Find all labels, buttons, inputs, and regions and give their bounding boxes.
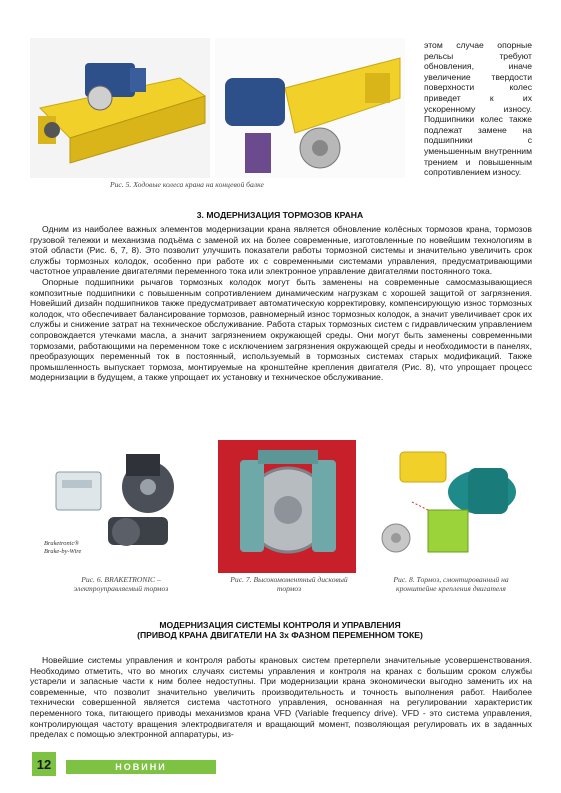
footer-section-banner xyxy=(66,760,216,774)
section-3-paragraph-1: Одним из наиболее важных элементов модернизации крана является обновление колёсных тормозов крана, тормозов грузовой тележки и механизма подъёма с заменой их на более современные, изготовленные по новейшим технологиям в этой области (Рис. 6, 7, 8). Это позволит улучшить показатели работы тормозной системы и значительно увеличить срок службы тормозных колодок, особенно при работе их с современными системами управления, предусматривающими частотное управление двигателями переменного тока или электронное управление двигателями постоянного тока. xyxy=(30,224,532,277)
fig8-image xyxy=(372,440,526,570)
fig5-image-right xyxy=(215,38,405,178)
fig6-product-label-line-2: Brake-by-Wire xyxy=(44,548,82,555)
fig6-product-label xyxy=(44,540,114,556)
section-4-heading-line-1: МОДЕРНИЗАЦИЯ СИСТЕМЫ КОНТРОЛЯ И УПРАВЛЕНИЯ xyxy=(159,620,401,630)
section-4-body xyxy=(30,655,532,740)
fig7-caption: Рис. 7. Высокомоментный дисковый тормоз xyxy=(230,575,348,594)
section-4-heading xyxy=(30,620,530,641)
section-3-paragraph-2: Опорные подшипники рычагов тормозных колодок могут быть заменены на современные самосмазывающиеся композитные подшипники с повышенным сопротивлением динамическим нагрузкам с хорошей защитой от загрязнения. Новейший дизайн подшипников также предусматривает автоматическую корректировку, компенсирующую износ тормозных колодок, что обеспечивает балансирование тормозов, равномерный износ тормозных колодок, а значит увеличивает срок их службы и снижение затрат на техническое обслуживание. Работа старых тормозных систем с гидравлическим управлением сопровождается утечками масла, а значит загрязнением окружающей среды. Они могут быть заменены современными тормозами, работающими на переменном токе с исключением загрязнения окружающей среды и необходимости в панелях, преобразующих переменный ток в постоянный, используемый в тормозных системах старых модификаций. Также промышленность выпускает тормоза, монтируемые на кронштейне крепления двигателя (Рис. 8), что упрощает процесс модернизации в будущем, а также упрощает их установку и техническое обслуживание. xyxy=(30,276,532,383)
top-right-column-text: этом случае опорные рельсы требуют обновления, иначе увеличение твердости поверхности колес приведет к их ускоренному износу. Подшипники колес также подлежат замене на подшипники с уменьшенным внутренним трением и повышенным сопротивлением износу. xyxy=(424,40,532,178)
section-3-body xyxy=(30,224,532,383)
page-number: 12 xyxy=(36,756,52,772)
fig5-caption: Рис. 5. Ходовые колеса крана на концевой балке xyxy=(110,180,264,189)
fig6-image xyxy=(38,442,201,572)
fig8-caption: Рис. 8. Тормоз, смонтированный на кронштейне крепления двигателя xyxy=(393,575,509,594)
fig6-caption: Рис. 6. BRAKETRONIC – электроуправляемый тормоз xyxy=(73,575,169,594)
fig5-image-left xyxy=(30,38,210,178)
footer-section-label: НОВИНИ xyxy=(115,762,167,772)
footer-page-number xyxy=(32,752,56,776)
fig7-image xyxy=(218,440,356,573)
section-4-heading-line-2: (ПРИВОД КРАНА ДВИГАТЕЛИ НА 3х ФАЗНОМ ПЕРЕМЕННОМ ТОКЕ) xyxy=(137,630,423,641)
section-3-heading: 3. МОДЕРНИЗАЦИЯ ТОРМОЗОВ КРАНА xyxy=(196,210,364,220)
fig6-product-label-line-1: Braketronic® xyxy=(44,540,80,547)
section-4-paragraph-1: Новейшие системы управления и контроля работы крановых систем претерпели значительные усовершенствования. Необходимо отметить, что во многих случаях системы управления и контроля на кранах с большим сроком службы устарели и запасные части к ним более недоступны. При модернизации крана экономически выгодно заменить их на современные, что позволит значительно увеличить производительность и точность выполнения работ. Наиболее технически совершенной является система частотного управления, основанная на регулировании характеристик переменного тока, питающего приводы механизмов крана VFD (Variable frequency drive). VFD - это система управления, контролирующая частоту вращения электродвигателя и вращающий момент, позволяющая регулировать их в заданных пределах с помощью электронной аппаратуры, из- xyxy=(30,655,532,740)
